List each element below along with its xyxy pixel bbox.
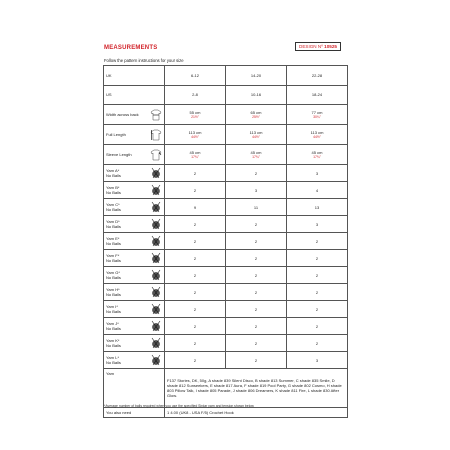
- yarn-ball-icon: [150, 235, 162, 247]
- measurement-inches: 17¾": [191, 155, 199, 159]
- yarn-balls-value: 2: [165, 335, 226, 352]
- measurement-value: [287, 105, 348, 125]
- yarn-sub-label: No Balls: [106, 326, 121, 331]
- yarn-balls-value: 4: [287, 182, 348, 199]
- measurement-row: [104, 145, 348, 165]
- yarn-row: [104, 182, 348, 199]
- uk-size-row-value: 6-12: [165, 66, 226, 86]
- yarn-label-wrap: [106, 235, 162, 247]
- measurement-cm: 45 cm: [189, 150, 201, 155]
- yarn-label-text: [106, 287, 121, 297]
- measurement-cm: 113 cm: [310, 130, 324, 135]
- yarn-sub-label: No Balls: [106, 207, 121, 212]
- uk-size-row-value: 22-28: [287, 66, 348, 86]
- measurement-value: [226, 145, 287, 165]
- yarn-label: Yarn I*: [106, 304, 118, 309]
- yarn-label-wrap: [106, 252, 162, 264]
- yarn-balls-value: 3: [287, 165, 348, 182]
- us-size-row-value: 2-8: [165, 85, 226, 105]
- yarn-label: Yarn L*: [106, 355, 120, 360]
- yarn-label-cell: [104, 165, 165, 182]
- yarn-balls-value: 3: [287, 352, 348, 369]
- yarn-sub-label: No Balls: [106, 275, 121, 280]
- yarn-label-text: [106, 185, 121, 195]
- measurement-inches: 21½": [191, 115, 199, 119]
- yarn-label: Yarn D*: [106, 219, 120, 224]
- yarn-label-wrap: [106, 201, 162, 213]
- length-diagram-icon: [150, 129, 162, 141]
- yarn-label-wrap: [106, 184, 162, 196]
- yarn-balls-value: 2: [226, 267, 287, 284]
- yarn-row: [104, 335, 348, 352]
- yarn-balls-value: 2: [165, 318, 226, 335]
- yarn-label-text: [106, 321, 121, 331]
- yarn-sub-label: No Balls: [106, 258, 121, 263]
- yarn-label-cell: [104, 318, 165, 335]
- yarn-ball-icon: [150, 184, 162, 196]
- yarn-label-cell: [104, 335, 165, 352]
- yarn-sub-label: No Balls: [106, 173, 121, 178]
- yarn-label-text: [106, 253, 121, 263]
- yarn-sub-label: No Balls: [106, 190, 121, 195]
- yarn-balls-value: 2: [165, 267, 226, 284]
- yarn-row: [104, 301, 348, 318]
- yarn-balls-value: 2: [165, 165, 226, 182]
- also-need-label: You also need: [104, 408, 165, 418]
- yarn-label: Yarn C*: [106, 202, 120, 207]
- measurement-label: Width across back: [106, 112, 139, 117]
- measurement-inches: 17¾": [313, 155, 321, 159]
- yarn-sub-label: No Balls: [106, 309, 121, 314]
- yarn-label: Yarn B*: [106, 185, 120, 190]
- measurement-cm: 45 cm: [250, 150, 262, 155]
- us-size-row: [104, 85, 348, 105]
- yarn-info-label: Yarn: [104, 369, 165, 408]
- measurement-row: [104, 125, 348, 145]
- yarn-balls-value: 2: [226, 233, 287, 250]
- yarn-row: [104, 352, 348, 369]
- yarn-balls-value: 2: [287, 267, 348, 284]
- yarn-ball-icon: [150, 269, 162, 281]
- yarn-label-text: [106, 236, 121, 246]
- yarn-row: [104, 250, 348, 267]
- yarn-label-cell: [104, 182, 165, 199]
- measurement-cm: 113 cm: [188, 130, 202, 135]
- yarn-info-text: F137 Stories, DK, 50g, A shade 839 Silent Disco, B shade 813 Summer, C shade 835 Smile, D shade 812 Sunseekers, E shade 817 Aura, F shade 819 Pool Party, G shade 802 Cosmo, H shade 803 Pillow Talk, I shade 805 Parade, J shade 806 Dreamers, K shade 811 Fire, L shade 830 After Glow.: [165, 369, 348, 408]
- yarn-row: [104, 233, 348, 250]
- yarn-label-text: [106, 304, 121, 314]
- yarn-label-text: [106, 270, 121, 280]
- yarn-label-cell: [104, 284, 165, 301]
- measurement-inches: 25½": [252, 115, 260, 119]
- yarn-label-text: [106, 338, 121, 348]
- yarn-label-cell: [104, 233, 165, 250]
- yarn-label-wrap: [106, 167, 162, 179]
- yarn-label: Yarn E*: [106, 236, 120, 241]
- measurement-cm: 45 cm: [311, 150, 323, 155]
- measurement-label-cell: [104, 125, 165, 145]
- yarn-label-text: [106, 219, 121, 229]
- measurement-inches: 30¼": [313, 115, 321, 119]
- yarn-info-row: [104, 369, 348, 408]
- yarn-sub-label: No Balls: [106, 292, 121, 297]
- yarn-balls-value: 2: [226, 216, 287, 233]
- yarn-balls-value: 2: [165, 216, 226, 233]
- measurement-value: [165, 125, 226, 145]
- back-width-diagram-icon: [150, 109, 162, 121]
- yarn-ball-icon: [150, 337, 162, 349]
- yarn-row: [104, 267, 348, 284]
- yarn-label: Yarn J*: [106, 321, 119, 326]
- measurement-label-cell: [104, 105, 165, 125]
- yarn-ball-icon: [150, 303, 162, 315]
- yarn-balls-value: 2: [226, 301, 287, 318]
- yarn-sub-label: No Balls: [106, 343, 121, 348]
- yarn-balls-value: 2: [287, 233, 348, 250]
- us-size-row-value: 10-16: [226, 85, 287, 105]
- yarn-label-wrap: [106, 218, 162, 230]
- yarn-balls-value: 3: [226, 182, 287, 199]
- measurement-inches: 44½": [191, 135, 199, 139]
- yarn-balls-value: 2: [287, 318, 348, 335]
- yarn-row: [104, 165, 348, 182]
- yarn-label: Yarn A*: [106, 168, 120, 173]
- yarn-ball-icon: [150, 167, 162, 179]
- yarn-label-cell: [104, 216, 165, 233]
- footnote: *Average number of balls required when you use the specified Sirdar yarn and tension shown below: [104, 404, 254, 408]
- yarn-balls-value: 2: [165, 182, 226, 199]
- yarn-label-wrap: [106, 269, 162, 281]
- yarn-balls-value: 11: [226, 199, 287, 216]
- yarn-balls-value: 2: [165, 250, 226, 267]
- yarn-sub-label: No Balls: [106, 360, 121, 365]
- yarn-label: Yarn H*: [106, 287, 120, 292]
- intro-text: Follow the pattern instructions for your size: [104, 58, 184, 63]
- yarn-label-wrap: [106, 303, 162, 315]
- us-size-row-label: US: [104, 85, 165, 105]
- measurement-label-wrap: [106, 149, 162, 161]
- measurement-cm: 113 cm: [249, 130, 263, 135]
- design-number: 10525: [324, 44, 337, 49]
- measurement-cm: 77 cm: [311, 110, 323, 115]
- design-label: DESIGN Nº: [299, 44, 323, 49]
- also-need-text: 1 4.00 (UK8 - USA F/5) Crochet Hook: [165, 408, 348, 418]
- yarn-balls-value: 2: [226, 335, 287, 352]
- yarn-balls-value: 2: [226, 318, 287, 335]
- yarn-label-cell: [104, 199, 165, 216]
- yarn-ball-icon: [150, 218, 162, 230]
- measurements-table: [103, 65, 348, 418]
- yarn-balls-value: 2: [226, 284, 287, 301]
- yarn-balls-value: 2: [165, 284, 226, 301]
- sleeve-diagram-icon: [150, 149, 162, 161]
- measurement-label-wrap: [106, 109, 162, 121]
- measurement-inches: 44½": [252, 135, 260, 139]
- yarn-row: [104, 199, 348, 216]
- yarn-label-wrap: [106, 337, 162, 349]
- also-need-row: [104, 408, 348, 418]
- page-title: MEASUREMENTS: [104, 45, 158, 51]
- yarn-balls-value: 3: [287, 216, 348, 233]
- yarn-label-wrap: [106, 286, 162, 298]
- yarn-label-cell: [104, 352, 165, 369]
- yarn-label-cell: [104, 250, 165, 267]
- yarn-balls-value: 2: [165, 352, 226, 369]
- measurement-value: [287, 145, 348, 165]
- yarn-label: Yarn K*: [106, 338, 120, 343]
- yarn-label-text: [106, 355, 121, 365]
- yarn-row: [104, 284, 348, 301]
- measurement-value: [226, 125, 287, 145]
- yarn-balls-value: 2: [287, 301, 348, 318]
- yarn-ball-icon: [150, 320, 162, 332]
- yarn-balls-value: 2: [165, 233, 226, 250]
- yarn-label-text: [106, 202, 121, 212]
- yarn-sub-label: No Balls: [106, 241, 121, 246]
- yarn-label-wrap: [106, 354, 162, 366]
- yarn-label: Yarn F*: [106, 253, 120, 258]
- measurement-inches: 17¾": [252, 155, 260, 159]
- yarn-label: Yarn G*: [106, 270, 120, 275]
- yarn-balls-value: 2: [226, 352, 287, 369]
- yarn-ball-icon: [150, 354, 162, 366]
- yarn-balls-value: 9: [165, 199, 226, 216]
- measurement-cm: 65 cm: [250, 110, 262, 115]
- design-number-box: [295, 42, 341, 51]
- measurement-value: [287, 125, 348, 145]
- yarn-balls-value: 2: [287, 284, 348, 301]
- yarn-ball-icon: [150, 201, 162, 213]
- yarn-label-wrap: [106, 320, 162, 332]
- yarn-label-cell: [104, 301, 165, 318]
- measurement-value: [165, 105, 226, 125]
- measurement-label-wrap: [106, 129, 162, 141]
- yarn-balls-value: 2: [165, 301, 226, 318]
- yarn-balls-value: 2: [287, 250, 348, 267]
- measurement-row: [104, 105, 348, 125]
- yarn-row: [104, 216, 348, 233]
- measurement-label: Sleeve Length: [106, 152, 132, 157]
- yarn-ball-icon: [150, 252, 162, 264]
- measurement-value: [226, 105, 287, 125]
- yarn-sub-label: No Balls: [106, 224, 121, 229]
- measurement-label: Full Length: [106, 132, 126, 137]
- yarn-balls-value: 2: [226, 250, 287, 267]
- measurement-cm: 55 cm: [189, 110, 201, 115]
- yarn-label-cell: [104, 267, 165, 284]
- measurement-value: [165, 145, 226, 165]
- yarn-label-text: [106, 168, 121, 178]
- uk-size-row-label: UK: [104, 66, 165, 86]
- uk-size-row-value: 14-20: [226, 66, 287, 86]
- yarn-ball-icon: [150, 286, 162, 298]
- yarn-balls-value: 2: [287, 335, 348, 352]
- yarn-balls-value: 2: [226, 165, 287, 182]
- measurement-inches: 44½": [313, 135, 321, 139]
- yarn-row: [104, 318, 348, 335]
- uk-size-row: [104, 66, 348, 86]
- us-size-row-value: 18-24: [287, 85, 348, 105]
- yarn-balls-value: 13: [287, 199, 348, 216]
- measurement-label-cell: [104, 145, 165, 165]
